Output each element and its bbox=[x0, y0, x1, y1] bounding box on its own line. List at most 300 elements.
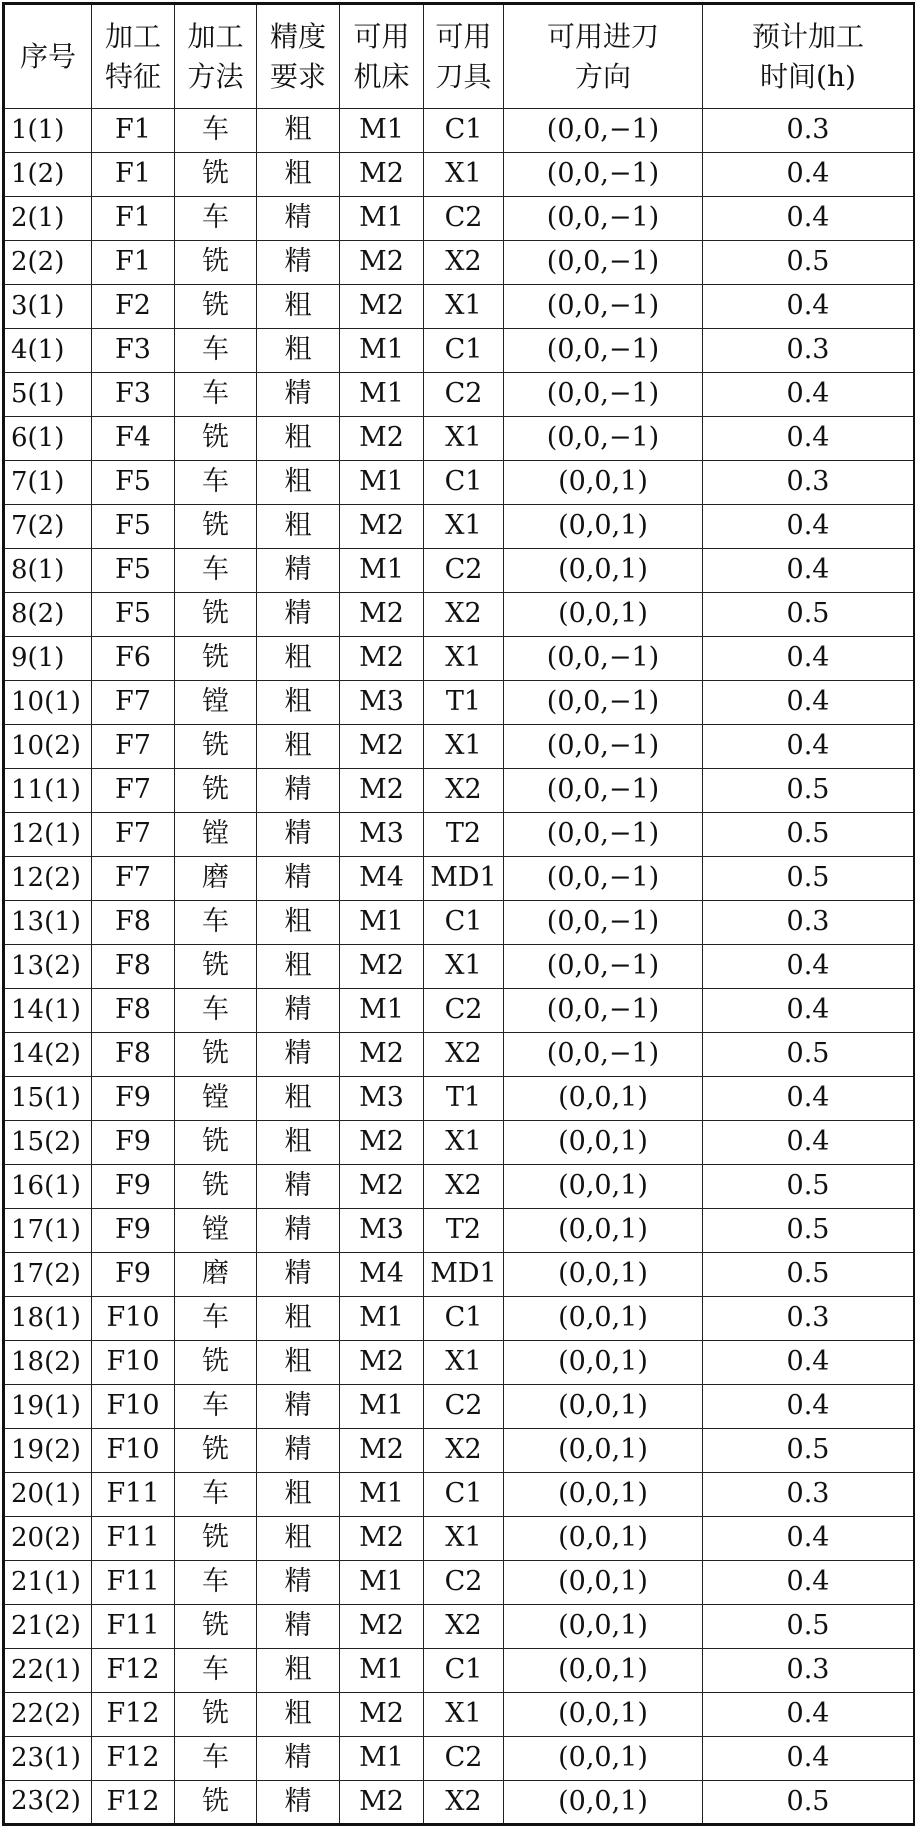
cell-feature: F9 bbox=[92, 1165, 175, 1209]
cell-tool: C2 bbox=[424, 549, 504, 593]
cell-tool: X2 bbox=[424, 1165, 504, 1209]
cell-seq: 12(2) bbox=[4, 857, 92, 901]
cell-tool: X2 bbox=[424, 1605, 504, 1649]
cell-feature: F11 bbox=[92, 1605, 175, 1649]
cell-direction: (0,0,−1) bbox=[504, 241, 703, 285]
cell-tool: MD1 bbox=[424, 1253, 504, 1297]
cell-time: 0.4 bbox=[703, 373, 915, 417]
cell-machine: M1 bbox=[340, 1297, 424, 1341]
cell-method: 车 bbox=[175, 1737, 257, 1781]
cell-precision: 精 bbox=[257, 857, 340, 901]
cell-machine: M1 bbox=[340, 1385, 424, 1429]
header-time-line2: 时间(h) bbox=[760, 59, 856, 93]
cell-direction: (0,0,1) bbox=[504, 1649, 703, 1693]
cell-direction: (0,0,−1) bbox=[504, 285, 703, 329]
cell-feature: F8 bbox=[92, 989, 175, 1033]
cell-seq: 21(2) bbox=[4, 1605, 92, 1649]
cell-machine: M3 bbox=[340, 1209, 424, 1253]
cell-feature: F9 bbox=[92, 1253, 175, 1297]
cell-direction: (0,0,−1) bbox=[504, 945, 703, 989]
cell-tool: X1 bbox=[424, 1693, 504, 1737]
table-row bbox=[4, 197, 915, 241]
cell-tool: C1 bbox=[424, 1297, 504, 1341]
cell-machine: M1 bbox=[340, 989, 424, 1033]
cell-time: 0.5 bbox=[703, 593, 915, 637]
cell-precision: 精 bbox=[257, 241, 340, 285]
header-machine-line1: 可用 bbox=[353, 20, 410, 54]
cell-feature: F7 bbox=[92, 681, 175, 725]
table-row bbox=[4, 945, 915, 989]
cell-time: 0.4 bbox=[703, 285, 915, 329]
cell-direction: (0,0,1) bbox=[504, 1473, 703, 1517]
cell-feature: F1 bbox=[92, 109, 175, 153]
cell-precision: 粗 bbox=[257, 945, 340, 989]
cell-precision: 精 bbox=[257, 1561, 340, 1605]
cell-method: 镗 bbox=[175, 681, 257, 725]
cell-feature: F7 bbox=[92, 813, 175, 857]
cell-tool: T1 bbox=[424, 681, 504, 725]
cell-seq: 1(2) bbox=[4, 153, 92, 197]
cell-machine: M2 bbox=[340, 1165, 424, 1209]
cell-tool: MD1 bbox=[424, 857, 504, 901]
cell-machine: M2 bbox=[340, 1429, 424, 1473]
cell-precision: 精 bbox=[257, 549, 340, 593]
header-direction-line1: 可用进刀 bbox=[546, 20, 659, 54]
cell-time: 0.4 bbox=[703, 417, 915, 461]
table-row bbox=[4, 1561, 915, 1605]
cell-time: 0.4 bbox=[703, 1077, 915, 1121]
cell-direction: (0,0,1) bbox=[504, 1737, 703, 1781]
cell-seq: 21(1) bbox=[4, 1561, 92, 1605]
cell-machine: M2 bbox=[340, 945, 424, 989]
cell-time: 0.4 bbox=[703, 989, 915, 1033]
cell-machine: M2 bbox=[340, 1781, 424, 1825]
cell-precision: 精 bbox=[257, 989, 340, 1033]
cell-method: 铣 bbox=[175, 637, 257, 681]
cell-machine: M2 bbox=[340, 417, 424, 461]
cell-machine: M4 bbox=[340, 1253, 424, 1297]
cell-direction: (0,0,−1) bbox=[504, 109, 703, 153]
table-row bbox=[4, 1033, 915, 1077]
cell-machine: M1 bbox=[340, 549, 424, 593]
cell-method: 车 bbox=[175, 989, 257, 1033]
cell-machine: M3 bbox=[340, 1077, 424, 1121]
cell-feature: F8 bbox=[92, 901, 175, 945]
cell-direction: (0,0,1) bbox=[504, 1121, 703, 1165]
table-row bbox=[4, 1473, 915, 1517]
cell-time: 0.5 bbox=[703, 857, 915, 901]
cell-time: 0.4 bbox=[703, 637, 915, 681]
cell-tool: X2 bbox=[424, 593, 504, 637]
header-tool bbox=[424, 4, 504, 109]
cell-feature: F5 bbox=[92, 549, 175, 593]
table-row bbox=[4, 285, 915, 329]
cell-method: 磨 bbox=[175, 1253, 257, 1297]
cell-method: 铣 bbox=[175, 1693, 257, 1737]
cell-seq: 11(1) bbox=[4, 769, 92, 813]
cell-precision: 粗 bbox=[257, 461, 340, 505]
cell-direction: (0,0,−1) bbox=[504, 329, 703, 373]
table-row bbox=[4, 1649, 915, 1693]
cell-time: 0.4 bbox=[703, 725, 915, 769]
cell-method: 铣 bbox=[175, 1341, 257, 1385]
table-row bbox=[4, 1781, 915, 1825]
cell-direction: (0,0,1) bbox=[504, 1165, 703, 1209]
cell-time: 0.3 bbox=[703, 109, 915, 153]
cell-tool: X1 bbox=[424, 153, 504, 197]
cell-tool: C1 bbox=[424, 901, 504, 945]
cell-machine: M1 bbox=[340, 197, 424, 241]
cell-method: 铣 bbox=[175, 505, 257, 549]
header-tool-line1: 可用 bbox=[435, 20, 492, 54]
cell-direction: (0,0,1) bbox=[504, 1077, 703, 1121]
cell-direction: (0,0,−1) bbox=[504, 901, 703, 945]
cell-machine: M3 bbox=[340, 681, 424, 725]
table-row bbox=[4, 1077, 915, 1121]
cell-time: 0.3 bbox=[703, 461, 915, 505]
table-body bbox=[4, 109, 915, 1825]
cell-feature: F3 bbox=[92, 373, 175, 417]
cell-precision: 精 bbox=[257, 1737, 340, 1781]
cell-seq: 2(1) bbox=[4, 197, 92, 241]
cell-feature: F9 bbox=[92, 1209, 175, 1253]
cell-time: 0.5 bbox=[703, 1781, 915, 1825]
cell-tool: C2 bbox=[424, 197, 504, 241]
cell-feature: F7 bbox=[92, 857, 175, 901]
header-precision-line2: 要求 bbox=[269, 59, 326, 93]
cell-time: 0.5 bbox=[703, 1033, 915, 1077]
cell-method: 车 bbox=[175, 1385, 257, 1429]
header-feature-line1: 加工 bbox=[104, 20, 161, 54]
cell-precision: 粗 bbox=[257, 1649, 340, 1693]
cell-method: 镗 bbox=[175, 1209, 257, 1253]
header-tool-line2: 刀具 bbox=[435, 59, 492, 93]
cell-time: 0.4 bbox=[703, 945, 915, 989]
table-row bbox=[4, 1121, 915, 1165]
cell-seq: 14(2) bbox=[4, 1033, 92, 1077]
cell-feature: F11 bbox=[92, 1517, 175, 1561]
cell-time: 0.5 bbox=[703, 1429, 915, 1473]
header-time-line1: 预计加工 bbox=[751, 20, 864, 54]
cell-feature: F12 bbox=[92, 1649, 175, 1693]
table-row bbox=[4, 901, 915, 945]
cell-direction: (0,0,−1) bbox=[504, 989, 703, 1033]
cell-direction: (0,0,1) bbox=[504, 505, 703, 549]
cell-precision: 精 bbox=[257, 1429, 340, 1473]
table-row bbox=[4, 1605, 915, 1649]
cell-feature: F9 bbox=[92, 1121, 175, 1165]
cell-tool: X2 bbox=[424, 241, 504, 285]
cell-seq: 13(1) bbox=[4, 901, 92, 945]
cell-feature: F8 bbox=[92, 1033, 175, 1077]
cell-machine: M2 bbox=[340, 285, 424, 329]
table-row bbox=[4, 549, 915, 593]
cell-precision: 粗 bbox=[257, 109, 340, 153]
cell-machine: M3 bbox=[340, 813, 424, 857]
cell-tool: X2 bbox=[424, 1033, 504, 1077]
cell-method: 铣 bbox=[175, 593, 257, 637]
cell-precision: 精 bbox=[257, 197, 340, 241]
cell-precision: 精 bbox=[257, 593, 340, 637]
header-method bbox=[175, 4, 257, 109]
cell-method: 车 bbox=[175, 329, 257, 373]
cell-feature: F9 bbox=[92, 1077, 175, 1121]
cell-direction: (0,0,−1) bbox=[504, 637, 703, 681]
header-machine bbox=[340, 4, 424, 109]
cell-feature: F1 bbox=[92, 153, 175, 197]
cell-time: 0.4 bbox=[703, 549, 915, 593]
cell-precision: 精 bbox=[257, 1165, 340, 1209]
cell-time: 0.5 bbox=[703, 813, 915, 857]
cell-seq: 7(1) bbox=[4, 461, 92, 505]
cell-method: 车 bbox=[175, 549, 257, 593]
cell-precision: 精 bbox=[257, 1253, 340, 1297]
table-row bbox=[4, 1253, 915, 1297]
cell-tool: T2 bbox=[424, 1209, 504, 1253]
cell-feature: F11 bbox=[92, 1561, 175, 1605]
header-machine-line2: 机床 bbox=[353, 59, 410, 93]
table-row bbox=[4, 153, 915, 197]
cell-machine: M1 bbox=[340, 901, 424, 945]
cell-feature: F6 bbox=[92, 637, 175, 681]
cell-method: 铣 bbox=[175, 1033, 257, 1077]
cell-feature: F5 bbox=[92, 505, 175, 549]
table-row bbox=[4, 1429, 915, 1473]
cell-time: 0.5 bbox=[703, 1605, 915, 1649]
cell-time: 0.4 bbox=[703, 1693, 915, 1737]
cell-method: 铣 bbox=[175, 1781, 257, 1825]
cell-feature: F3 bbox=[92, 329, 175, 373]
cell-seq: 7(2) bbox=[4, 505, 92, 549]
cell-method: 铣 bbox=[175, 241, 257, 285]
cell-machine: M2 bbox=[340, 1517, 424, 1561]
table-row bbox=[4, 769, 915, 813]
cell-feature: F4 bbox=[92, 417, 175, 461]
cell-seq: 15(2) bbox=[4, 1121, 92, 1165]
cell-feature: F7 bbox=[92, 769, 175, 813]
cell-precision: 粗 bbox=[257, 1121, 340, 1165]
cell-machine: M1 bbox=[340, 1649, 424, 1693]
cell-seq: 20(2) bbox=[4, 1517, 92, 1561]
cell-direction: (0,0,−1) bbox=[504, 813, 703, 857]
cell-direction: (0,0,1) bbox=[504, 1297, 703, 1341]
cell-tool: C1 bbox=[424, 1649, 504, 1693]
cell-direction: (0,0,1) bbox=[504, 1517, 703, 1561]
cell-direction: (0,0,−1) bbox=[504, 725, 703, 769]
cell-seq: 8(1) bbox=[4, 549, 92, 593]
cell-tool: C2 bbox=[424, 989, 504, 1033]
cell-method: 车 bbox=[175, 461, 257, 505]
table-row bbox=[4, 1737, 915, 1781]
cell-feature: F2 bbox=[92, 285, 175, 329]
cell-seq: 23(2) bbox=[4, 1781, 92, 1825]
cell-precision: 粗 bbox=[257, 285, 340, 329]
header-precision-line1: 精度 bbox=[269, 20, 326, 54]
cell-method: 铣 bbox=[175, 1165, 257, 1209]
table-row bbox=[4, 461, 915, 505]
header-seq-label: 序号 bbox=[19, 39, 76, 73]
cell-seq: 19(1) bbox=[4, 1385, 92, 1429]
cell-time: 0.4 bbox=[703, 681, 915, 725]
cell-direction: (0,0,−1) bbox=[504, 373, 703, 417]
cell-seq: 3(1) bbox=[4, 285, 92, 329]
cell-direction: (0,0,−1) bbox=[504, 153, 703, 197]
table-row bbox=[4, 593, 915, 637]
cell-method: 铣 bbox=[175, 945, 257, 989]
table-row bbox=[4, 505, 915, 549]
cell-seq: 18(1) bbox=[4, 1297, 92, 1341]
cell-time: 0.3 bbox=[703, 901, 915, 945]
cell-method: 铣 bbox=[175, 1517, 257, 1561]
cell-seq: 5(1) bbox=[4, 373, 92, 417]
cell-precision: 粗 bbox=[257, 1341, 340, 1385]
table-row bbox=[4, 1385, 915, 1429]
cell-tool: X1 bbox=[424, 505, 504, 549]
cell-seq: 6(1) bbox=[4, 417, 92, 461]
cell-precision: 精 bbox=[257, 373, 340, 417]
cell-direction: (0,0,1) bbox=[504, 1781, 703, 1825]
cell-seq: 18(2) bbox=[4, 1341, 92, 1385]
cell-precision: 粗 bbox=[257, 1693, 340, 1737]
table-row bbox=[4, 637, 915, 681]
table-row bbox=[4, 725, 915, 769]
cell-method: 车 bbox=[175, 1297, 257, 1341]
table-row bbox=[4, 857, 915, 901]
cell-method: 车 bbox=[175, 1473, 257, 1517]
cell-direction: (0,0,−1) bbox=[504, 417, 703, 461]
cell-seq: 16(1) bbox=[4, 1165, 92, 1209]
cell-method: 铣 bbox=[175, 153, 257, 197]
cell-precision: 粗 bbox=[257, 329, 340, 373]
cell-direction: (0,0,−1) bbox=[504, 857, 703, 901]
cell-machine: M1 bbox=[340, 1473, 424, 1517]
cell-machine: M2 bbox=[340, 1693, 424, 1737]
cell-direction: (0,0,1) bbox=[504, 1209, 703, 1253]
cell-machine: M2 bbox=[340, 505, 424, 549]
cell-machine: M2 bbox=[340, 637, 424, 681]
cell-machine: M1 bbox=[340, 461, 424, 505]
cell-direction: (0,0,−1) bbox=[504, 1033, 703, 1077]
header-feature bbox=[92, 4, 175, 109]
cell-machine: M1 bbox=[340, 373, 424, 417]
cell-seq: 23(1) bbox=[4, 1737, 92, 1781]
cell-tool: C1 bbox=[424, 109, 504, 153]
cell-precision: 精 bbox=[257, 769, 340, 813]
cell-time: 0.5 bbox=[703, 1209, 915, 1253]
cell-tool: X1 bbox=[424, 1121, 504, 1165]
cell-method: 镗 bbox=[175, 1077, 257, 1121]
cell-time: 0.4 bbox=[703, 1517, 915, 1561]
cell-precision: 粗 bbox=[257, 1297, 340, 1341]
cell-tool: X2 bbox=[424, 1429, 504, 1473]
cell-method: 铣 bbox=[175, 1121, 257, 1165]
cell-machine: M2 bbox=[340, 153, 424, 197]
cell-tool: C1 bbox=[424, 1473, 504, 1517]
cell-precision: 粗 bbox=[257, 637, 340, 681]
header-time bbox=[703, 4, 915, 109]
cell-method: 镗 bbox=[175, 813, 257, 857]
cell-tool: C1 bbox=[424, 329, 504, 373]
cell-method: 车 bbox=[175, 1649, 257, 1693]
cell-seq: 9(1) bbox=[4, 637, 92, 681]
cell-time: 0.3 bbox=[703, 1473, 915, 1517]
cell-machine: M2 bbox=[340, 1121, 424, 1165]
cell-time: 0.5 bbox=[703, 1253, 915, 1297]
cell-time: 0.4 bbox=[703, 1561, 915, 1605]
cell-machine: M4 bbox=[340, 857, 424, 901]
cell-tool: X1 bbox=[424, 945, 504, 989]
cell-tool: C2 bbox=[424, 1561, 504, 1605]
cell-precision: 粗 bbox=[257, 153, 340, 197]
cell-method: 车 bbox=[175, 1561, 257, 1605]
cell-direction: (0,0,1) bbox=[504, 1429, 703, 1473]
cell-time: 0.4 bbox=[703, 1121, 915, 1165]
cell-time: 0.5 bbox=[703, 769, 915, 813]
cell-time: 0.4 bbox=[703, 1385, 915, 1429]
cell-method: 车 bbox=[175, 197, 257, 241]
header-feature-line2: 特征 bbox=[104, 59, 161, 93]
header-method-line2: 方法 bbox=[187, 59, 244, 93]
table-row bbox=[4, 241, 915, 285]
cell-time: 0.4 bbox=[703, 1737, 915, 1781]
table-row bbox=[4, 1517, 915, 1561]
cell-feature: F10 bbox=[92, 1385, 175, 1429]
cell-direction: (0,0,1) bbox=[504, 1341, 703, 1385]
cell-tool: C1 bbox=[424, 461, 504, 505]
cell-tool: X1 bbox=[424, 1517, 504, 1561]
cell-tool: C2 bbox=[424, 1385, 504, 1429]
cell-feature: F12 bbox=[92, 1781, 175, 1825]
cell-seq: 22(2) bbox=[4, 1693, 92, 1737]
cell-tool: X1 bbox=[424, 417, 504, 461]
cell-method: 铣 bbox=[175, 725, 257, 769]
cell-direction: (0,0,1) bbox=[504, 461, 703, 505]
cell-precision: 粗 bbox=[257, 1473, 340, 1517]
table-row bbox=[4, 329, 915, 373]
table-row bbox=[4, 373, 915, 417]
cell-direction: (0,0,1) bbox=[504, 1605, 703, 1649]
cell-time: 0.4 bbox=[703, 153, 915, 197]
table-row bbox=[4, 109, 915, 153]
cell-seq: 1(1) bbox=[4, 109, 92, 153]
cell-method: 铣 bbox=[175, 285, 257, 329]
cell-direction: (0,0,1) bbox=[504, 1693, 703, 1737]
cell-time: 0.3 bbox=[703, 1649, 915, 1693]
cell-machine: M1 bbox=[340, 329, 424, 373]
cell-method: 铣 bbox=[175, 417, 257, 461]
cell-feature: F7 bbox=[92, 725, 175, 769]
cell-precision: 粗 bbox=[257, 505, 340, 549]
cell-feature: F10 bbox=[92, 1341, 175, 1385]
cell-direction: (0,0,1) bbox=[504, 1385, 703, 1429]
table-row bbox=[4, 1297, 915, 1341]
cell-time: 0.5 bbox=[703, 241, 915, 285]
cell-time: 0.4 bbox=[703, 505, 915, 549]
cell-method: 铣 bbox=[175, 1429, 257, 1473]
cell-seq: 19(2) bbox=[4, 1429, 92, 1473]
cell-seq: 13(2) bbox=[4, 945, 92, 989]
cell-direction: (0,0,−1) bbox=[504, 197, 703, 241]
cell-feature: F1 bbox=[92, 197, 175, 241]
cell-time: 0.3 bbox=[703, 329, 915, 373]
cell-tool: X1 bbox=[424, 637, 504, 681]
cell-precision: 粗 bbox=[257, 681, 340, 725]
cell-machine: M2 bbox=[340, 1341, 424, 1385]
cell-feature: F12 bbox=[92, 1693, 175, 1737]
cell-precision: 粗 bbox=[257, 725, 340, 769]
cell-machine: M2 bbox=[340, 725, 424, 769]
cell-feature: F11 bbox=[92, 1473, 175, 1517]
